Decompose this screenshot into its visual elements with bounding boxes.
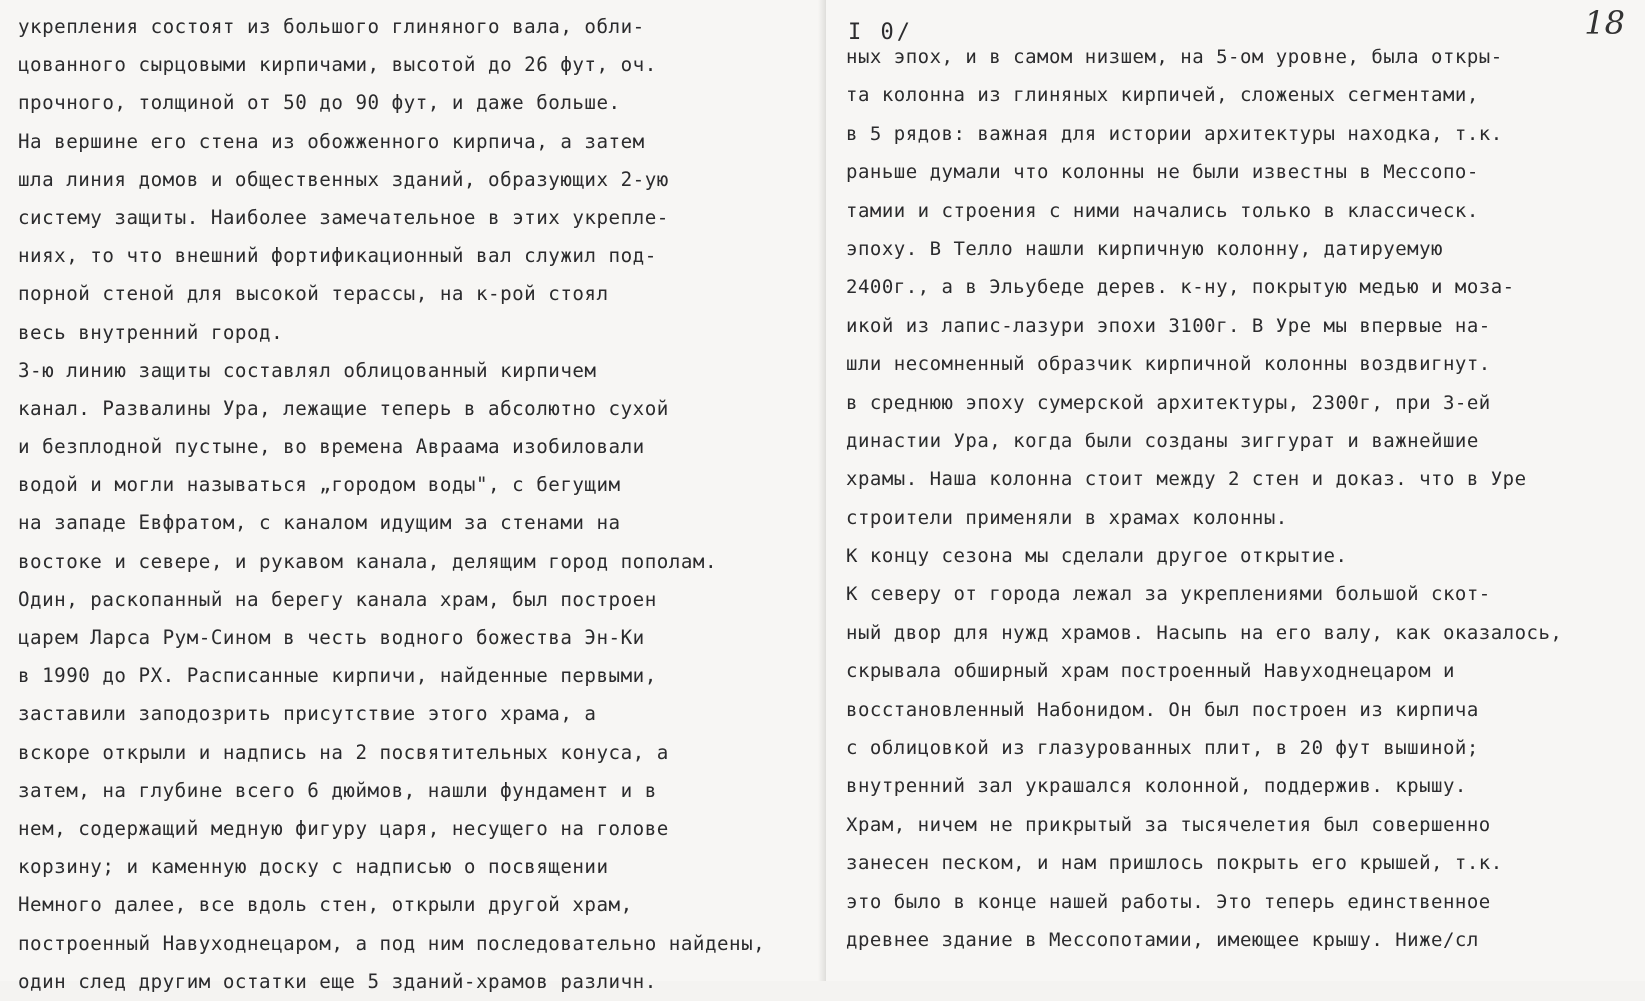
text-line: укрепления состоят из большого глиняного вала, обли- bbox=[18, 15, 645, 38]
left-page bbox=[0, 0, 826, 993]
text-line: в 5 рядов: важная для истории архитектуры находка, т.к. bbox=[846, 122, 1503, 145]
text-line: это было в конце нашей работы. Это теперь единственное bbox=[846, 890, 1491, 913]
text-line: Храм, ничем не прикрытый за тысячелетия был совершенно bbox=[846, 813, 1491, 836]
text-line: 3-ю линию защиты составлял облицованный кирпичем bbox=[18, 358, 597, 382]
text-line: в среднюю эпоху сумерской архитектуры, 2300г, при 3-ей bbox=[846, 391, 1491, 414]
text-line: систему защиты. Наиболее замечательное в этих укрепле- bbox=[18, 205, 669, 229]
text-line: царем Ларса Рум-Сином в честь водного божества Эн-Ки bbox=[18, 626, 645, 649]
text-line: К концу сезона мы сделали другое открытие. bbox=[846, 545, 1348, 568]
text-line: эпоху. В Телло нашли кирпичную колонну, датируемую bbox=[846, 237, 1443, 260]
text-line: заставили заподозрить присутствие этого храма, а bbox=[18, 702, 597, 726]
text-line: шли несомненный образчик кирпичной колонны воздвигнут. bbox=[846, 353, 1491, 376]
folio-number: 18 bbox=[1584, 4, 1625, 42]
right-page bbox=[826, 0, 1645, 981]
text-line: строители применяли в храмах колонны. bbox=[846, 506, 1288, 529]
page-mark: I 0/ bbox=[848, 20, 913, 45]
text-line: внутренний зал украшался колонной, поддержив. крышу. bbox=[846, 775, 1467, 798]
text-line: древнее здание в Мессопотамии, имеющее крышу. Ниже/сл bbox=[846, 928, 1479, 951]
text-line: с облицовкой из глазурованных плит, в 20 фут вышиной; bbox=[846, 737, 1479, 760]
text-line: На вершине его стена из обожженного кирпича, а затем bbox=[18, 129, 645, 153]
text-line: затем, на глубине всего 6 дюймов, нашли фундамент и в bbox=[18, 778, 657, 802]
text-line: весь внутренний город. bbox=[18, 320, 284, 344]
text-line: восстановленный Набонидом. Он был построен из кирпича bbox=[846, 698, 1479, 721]
text-line: раньше думали что колонны не были известны в Мессопо- bbox=[846, 161, 1479, 184]
left-page-text bbox=[18, 8, 820, 1001]
text-line: 2400г., а в Эльубеде дерев. к-ну, покрытую медью и моза- bbox=[846, 276, 1515, 299]
text-line: востоке и севере, и рукавом канала, делящим город пополам. bbox=[18, 549, 718, 573]
text-line: цованного сырцовыми кирпичами, высотой до 26 фут, оч. bbox=[18, 53, 657, 77]
text-line: икой из лапис-лазури эпохи 3100г. В Уре мы впервые на- bbox=[846, 314, 1491, 337]
text-line: храмы. Наша колонна стоит между 2 стен и доказ. что в Уре bbox=[846, 468, 1527, 491]
text-line: построенный Навуходнецаром, а под ним последовательно найдены, bbox=[18, 931, 766, 955]
right-page-text bbox=[846, 38, 1635, 959]
text-line: занесен песком, и нам пришлось покрыть его крышей, т.к. bbox=[846, 852, 1503, 875]
text-line: тамии и строения с ними начались только в классическ. bbox=[846, 199, 1479, 222]
text-line: корзину; и каменную доску с надписью о посвящении bbox=[18, 855, 609, 879]
text-line: та колонна из глиняных кирпичей, сложеных сегментами, bbox=[846, 84, 1479, 107]
text-line: ниях, то что внешний фортификационный вал служил под- bbox=[18, 244, 657, 268]
right-page-header bbox=[846, 4, 1635, 45]
text-line: на западе Евфратом, с каналом идущим за стенами на bbox=[18, 511, 621, 535]
text-line: вскоре открыли и надпись на 2 посвятительных конуса, а bbox=[18, 740, 669, 764]
text-line: скрывала обширный храм построенный Навуходнецаром и bbox=[846, 660, 1455, 683]
text-line: Один, раскопанный на берегу канала храм, был построен bbox=[18, 587, 657, 611]
text-line: К северу от города лежал за укреплениями большой скот- bbox=[846, 583, 1491, 606]
text-line: Немного далее, все вдоль стен, открыли другой храм, bbox=[18, 893, 633, 917]
text-line: нем, содержащий медную фигуру царя, несущего на голове bbox=[18, 816, 669, 840]
text-line: водой и могли называться „городом воды", с бегущим bbox=[18, 473, 621, 497]
text-line: канал. Развалины Ура, лежащие теперь в абсолютно сухой bbox=[18, 396, 669, 420]
text-line: порной стеной для высокой терассы, на к-рой стоял bbox=[18, 282, 609, 306]
text-line: и безплодной пустыне, во времена Авраама изобиловали bbox=[18, 435, 645, 459]
text-line: династии Ура, когда были созданы зиггурат и важнейшие bbox=[846, 429, 1479, 452]
text-line: ных эпох, и в самом низшем, на 5-ом уровне, была откры- bbox=[846, 46, 1503, 68]
text-line: один след другим остатки еще 5 зданий-храмов различн. bbox=[18, 969, 657, 993]
text-line: в 1990 до РХ. Расписанные кирпичи, найденные первыми, bbox=[18, 664, 657, 688]
text-line: ный двор для нужд храмов. Насыпь на его валу, как оказалось, bbox=[846, 621, 1563, 644]
text-line: прочного, толщиной от 50 до 90 фут, и даже больше. bbox=[18, 91, 621, 115]
text-line: шла линия домов и общественных зданий, образующих 2-ую bbox=[18, 167, 669, 191]
